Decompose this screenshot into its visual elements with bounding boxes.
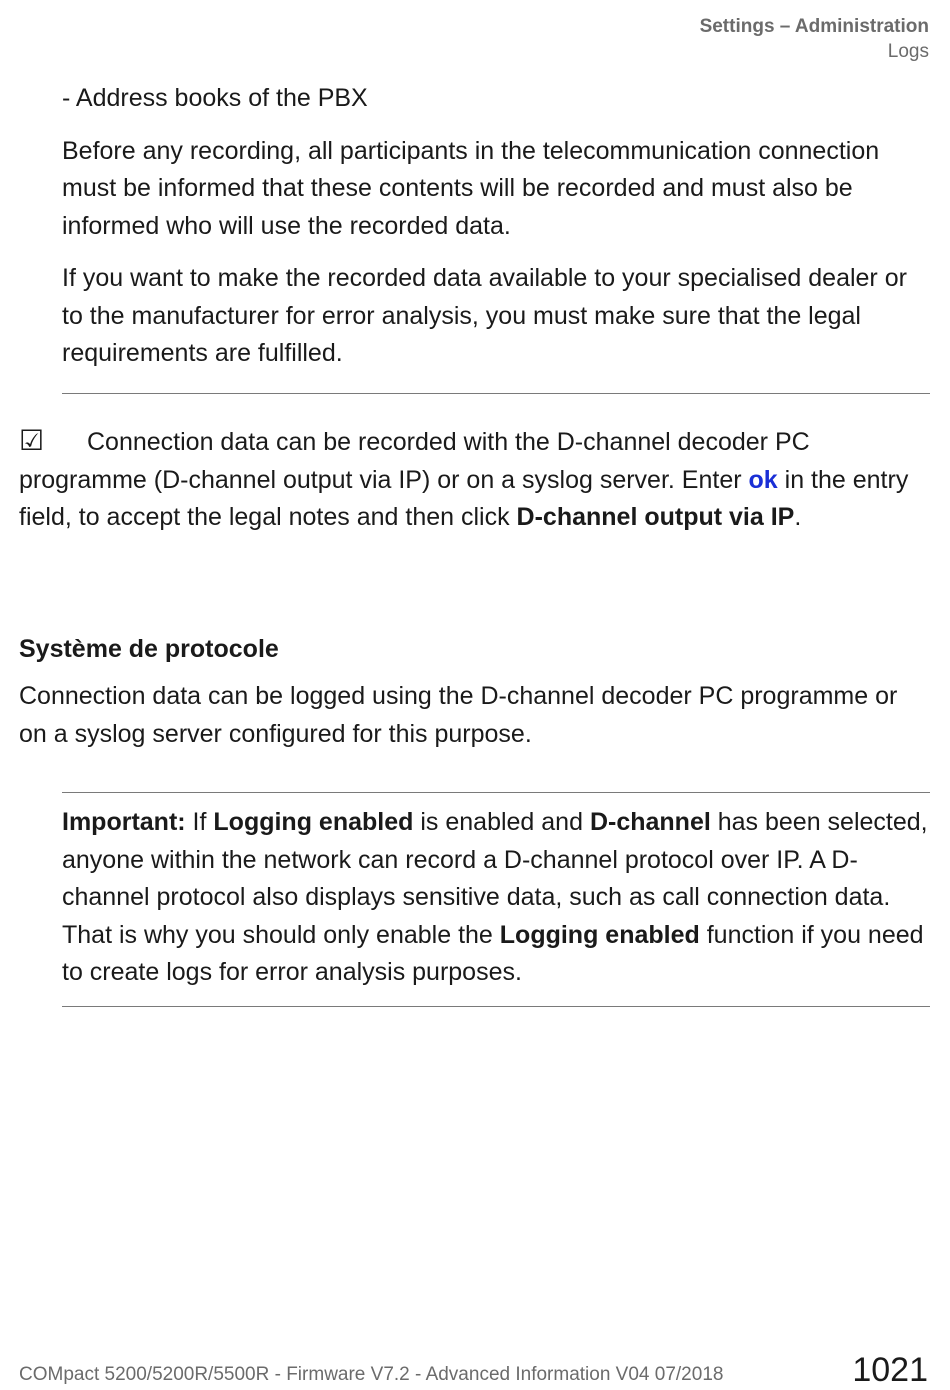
section-paragraph: Connection data can be logged using the D-channel decoder PC programme or on a syslog server configured for this purpose.: [19, 682, 898, 748]
step-action-label: D-channel output via IP: [516, 503, 795, 531]
footer-text: COMpact 5200/5200R/5500R - Firmware V7.2 - Advanced Information V04 07/2018: [19, 1364, 724, 1385]
important-text-4: function if you need to create logs for error analysis purposes.: [62, 920, 924, 986]
important-text-2: is enabled and: [413, 808, 590, 836]
note-paragraph-2: If you want to make the recorded data available to your specialised dealer or to the manufacturer for error analysis, you must make sure that the legal requirements are fulfilled.: [62, 264, 907, 367]
header-subsection-title: Logs: [887, 41, 929, 62]
header-section-title: Settings – Administration: [699, 16, 929, 37]
section-body: [19, 678, 931, 753]
important-term-logging-enabled: Logging enabled: [213, 808, 414, 836]
important-paragraph: [62, 804, 930, 992]
checkbox-icon: ☑: [19, 425, 45, 456]
important-term-logging-enabled-2: Logging enabled: [499, 920, 700, 949]
note-list-item: - Address books of the PBX: [62, 84, 368, 112]
instruction-step: [19, 422, 931, 537]
note-paragraph-1: Before any recording, all participants in the telecommunication connection must be informed that these contents will be recorded and must also be informed who will use the recorded data.: [62, 136, 880, 240]
important-divider-top: [62, 792, 930, 793]
important-note: [62, 804, 930, 992]
step-text-2: in the entry field, to accept the legal notes and then click: [19, 465, 909, 531]
running-header: [700, 14, 929, 64]
important-text-1: If: [185, 808, 214, 836]
important-term-d-channel: D-channel: [589, 808, 711, 836]
step-text-3: .: [794, 503, 802, 531]
step-text-1: Connection data can be recorded with the D-channel decoder PC programme (D-channel output via IP) or on a syslog server. Enter: [19, 428, 810, 494]
note-divider-bottom: [62, 393, 930, 394]
step-keyword-ok: ok: [748, 465, 778, 494]
important-text-3: has been selected, anyone within the network can record a D-channel protocol over IP. A D-channel protocol also displays sensitive data, such as call connection data. That is why you should only enable the: [62, 808, 928, 949]
important-label: Important:: [62, 808, 186, 836]
legal-note-top: [62, 80, 930, 373]
section-title: Système de protocole: [19, 635, 279, 663]
page-number: 1021: [852, 1351, 928, 1389]
important-divider-bottom: [62, 1006, 930, 1007]
